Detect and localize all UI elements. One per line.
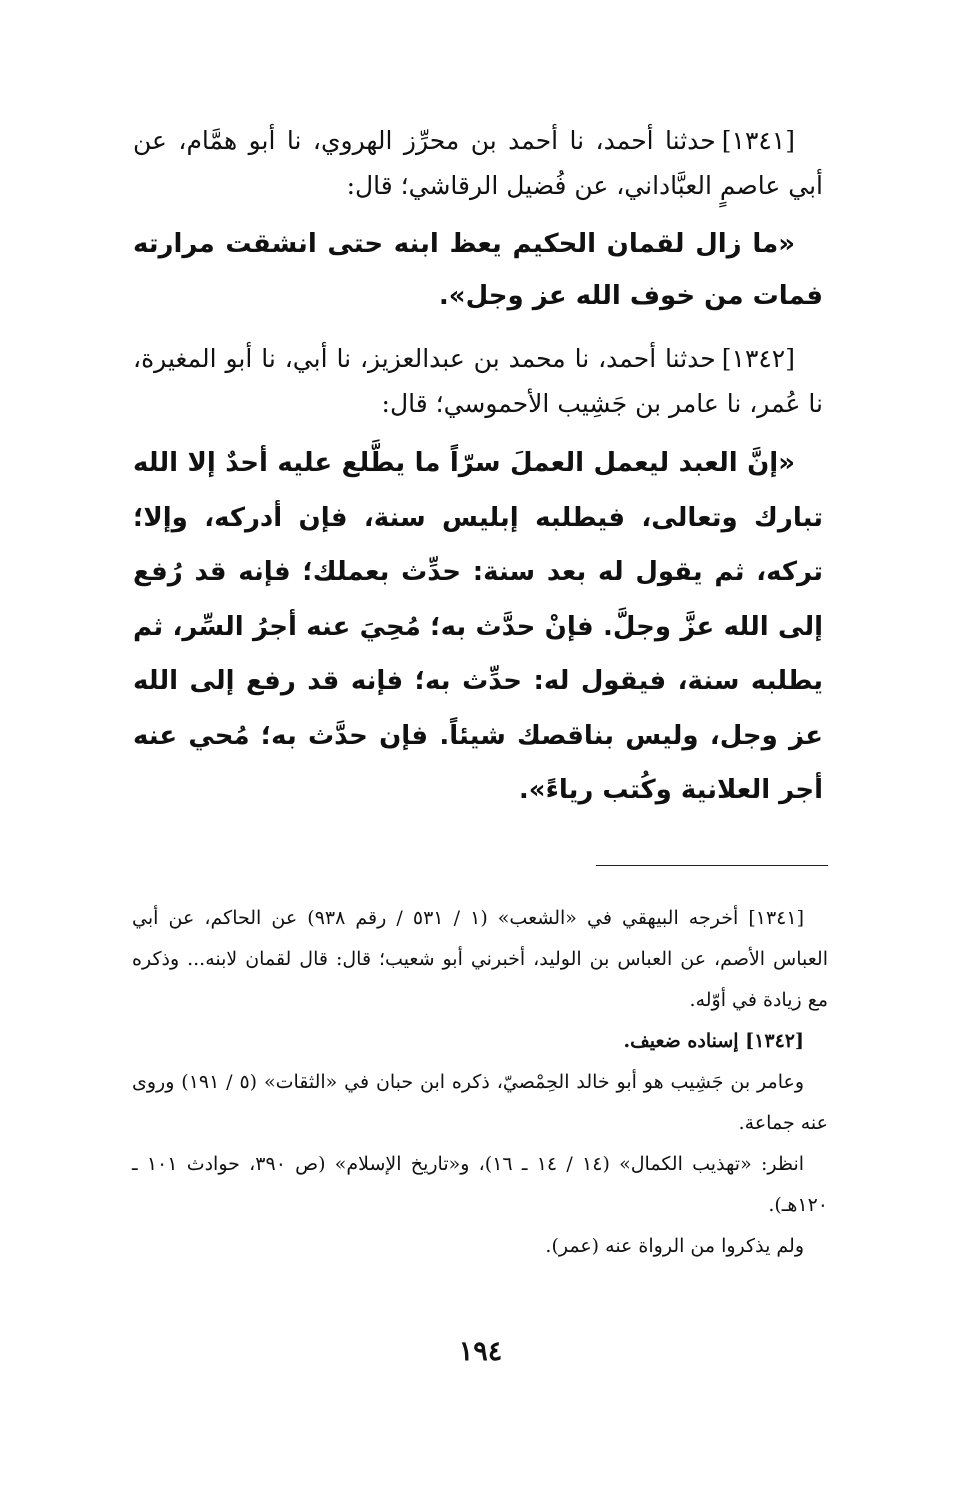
page-number: ١٩٤	[458, 1336, 503, 1367]
entry-1342-isnad-text: حدثنا أحمد، نا محمد بن عبدالعزيز، نا أبي، نا أبو المغيرة، نا عُمر، نا عامر بن جَشِيب الأحموسي؛ قال:	[133, 344, 823, 418]
footnote-divider	[596, 865, 828, 866]
footnotes	[132, 898, 828, 1267]
footnote-1342-narrator: وعامر بن جَشِيب هو أبو خالد الحِمْصيّ، ذكره ابن حبان في «الثقات» (٥ / ١٩١) وروى عنه جماعة.	[132, 1071, 828, 1134]
footnote-1342-grade: [١٣٤٢] إسناده ضعيف.	[623, 1030, 804, 1052]
entry-1342-quote: «إنَّ العبد ليعمل العملَ سرّاً ما يطَّلع عليه أحدٌ إلا الله تبارك وتعالى، فيطلبه إبليس سنة، فإن أدركه، وإلا؛ تركه، ثم يقول له بعد سنة: حدِّث بعملك؛ فإنه قد رُفع إلى الله عزَّ وجلَّ. فإنْ حدَّث به؛ مُحِيَ عنه أجرُ السِّر، ثم يطلبه سنة، فيقول له: حدِّث به؛ فإنه قد رفع إلى الله عز وجل، وليس بناقصك شيئاً. فإن حدَّث به؛ مُحي عنه أجر العلانية وكُتب رياءً».	[133, 448, 823, 805]
entry-1341-number: [١٣٤١]	[721, 126, 795, 155]
entry-1342-isnad	[133, 336, 823, 426]
main-text	[133, 118, 823, 832]
entry-1341-isnad-text: حدثنا أحمد، نا أحمد بن محرِّز الهروي، نا أبو همَّام، عن أبي عاصمٍ العبَّاداني، عن فُضيل الرقاشي؛ قال:	[133, 126, 823, 200]
footnote-1342-note: ولم يذكروا من الرواة عنه (عمر).	[545, 1235, 804, 1257]
entry-1342-number: [١٣٤٢]	[721, 344, 795, 373]
footnote-1341: [١٣٤١] أخرجه البيهقي في «الشعب» (١ / ٥٣١ / رقم ٩٣٨) عن الحاكم، عن أبي العباس الأصم، عن العباس بن الوليد، أخبرني أبو شعيب؛ قال: قال لقمان لابنه... وذكره مع زيادة في أوّله.	[132, 907, 828, 1011]
entry-1341-quote: «ما زال لقمان الحكيم يعظ ابنه حتى انشقت مرارته فمات من خوف الله عز وجل».	[133, 229, 823, 311]
entry-1341-isnad	[133, 118, 823, 208]
footnote-1342-references: انظر: «تهذيب الكمال» (١٤ / ١٤ ـ ١٦)، و«تاريخ الإسلام» (ص ٣٩٠، حوادث ١٠١ ـ ١٢٠هـ).	[132, 1153, 828, 1216]
